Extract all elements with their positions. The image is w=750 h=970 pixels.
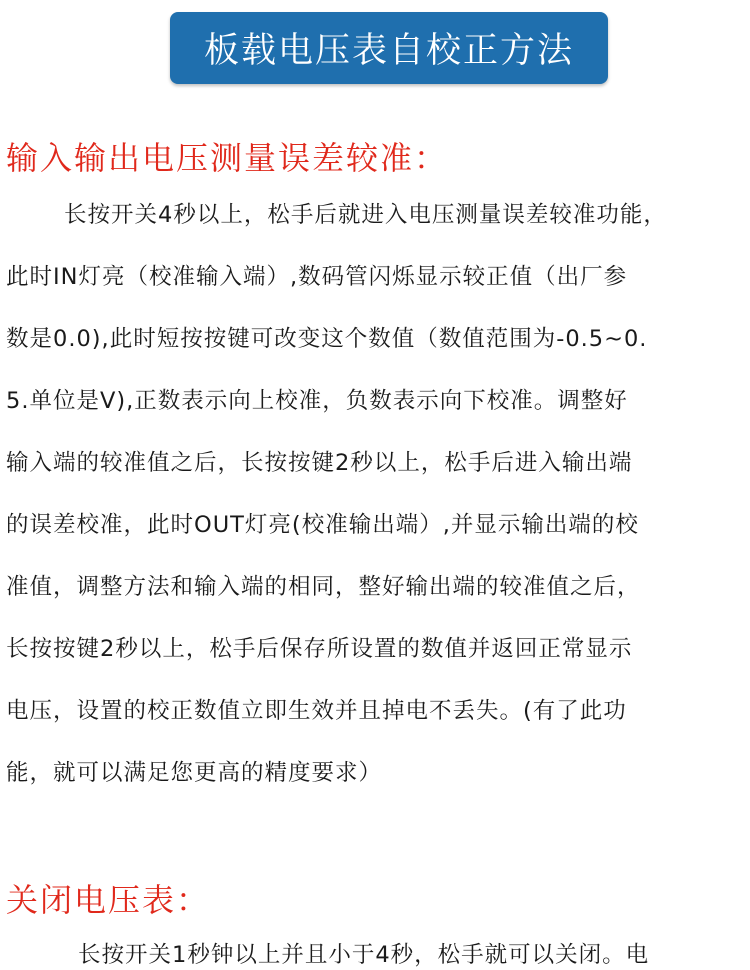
paragraph-line: 数是0.0),此时短按按键可改变这个数值（数值范围为-0.5~0. <box>6 326 648 352</box>
page-title: 板载电压表自校正方法 <box>203 31 574 71</box>
section-heading-power-off: 关闭电压表： <box>6 881 211 919</box>
title-banner <box>170 12 608 84</box>
paragraph-line: 此时IN灯亮（校准输入端）,数码管闪烁显示较正值（出厂参 <box>6 264 628 290</box>
paragraph-line: 的误差校准，此时OUT灯亮(校准输出端）,并显示输出端的校 <box>6 512 639 538</box>
paragraph-line: 长按开关1秒钟以上并且小于4秒，松手就可以关闭。电 <box>78 942 650 968</box>
paragraph-line: 输入端的较准值之后，长按按键2秒以上，松手后进入输出端 <box>6 450 633 476</box>
section-heading-calibration: 输入输出电压测量误差较准： <box>6 139 449 177</box>
paragraph-line: 长按按键2秒以上，松手后保存所设置的数值并返回正常显示 <box>6 636 633 662</box>
paragraph-line: 能，就可以满足您更高的精度要求） <box>6 760 383 786</box>
paragraph-line: 电压，设置的校正数值立即生效并且掉电不丢失。(有了此功 <box>6 698 627 724</box>
paragraph-line: 准值，调整方法和输入端的相同，整好输出端的较准值之后， <box>6 574 641 600</box>
paragraph-line: 5.单位是V),正数表示向上校准，负数表示向下校准。调整好 <box>6 388 628 414</box>
paragraph-line: 长按开关4秒以上，松手后就进入电压测量误差较准功能， <box>64 202 667 228</box>
